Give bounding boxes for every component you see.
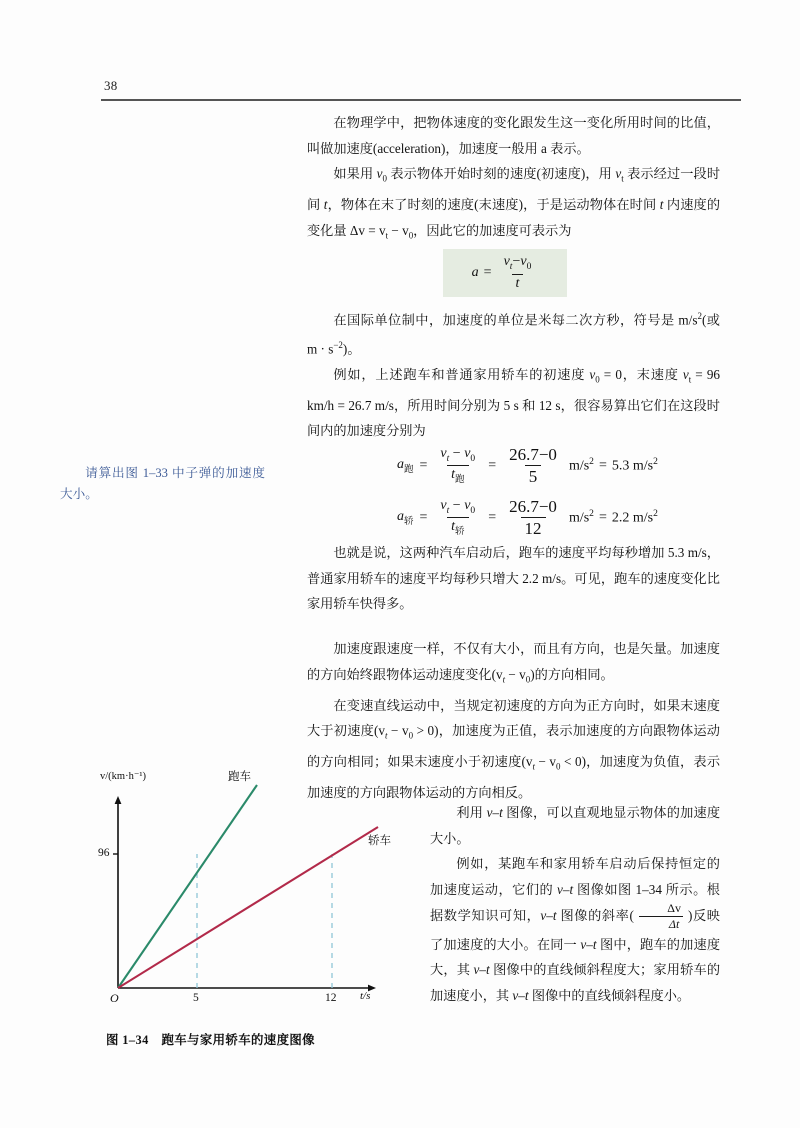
- paragraph-example-speeds: [307, 362, 720, 444]
- eq-result: 5.3 $m/s^2$: [611, 456, 658, 474]
- symbol-vt-2: v–t: [540, 907, 557, 923]
- p3-text-a: 在国际单位制中，加速度的单位是米每二次方秒，符号是 m/s: [333, 312, 698, 328]
- formula-fraction: [500, 254, 536, 291]
- symbol-v0: $v_0$: [376, 166, 387, 184]
- paragraph-comparison: 也就是说，这两种汽车启动后，跑车的速度平均每秒增加 5.3 m/s，普通家用轿车的速度平均每秒只增大 2.2 m/s。可见，跑车的速度变化比家用轿车快得多。: [307, 545, 720, 611]
- p6-sub-t: t: [502, 674, 506, 685]
- eq-a-sports: $a_跑$: [397, 456, 414, 475]
- p9-text-f: 图像中的直线倾斜程度大；家用轿车的加速度小，其: [430, 962, 721, 1003]
- p7-text-c: > 0)，加速度为正值，表示加速度的方向跟物体运动的方向相同；如果末速度小于初速度(v: [307, 723, 720, 770]
- p7-sub-t1: t: [385, 730, 388, 741]
- p7-text-d: − v: [534, 754, 557, 770]
- equation-sports-car: [397, 445, 658, 486]
- chart-x-axis-label: t/s: [360, 990, 371, 1002]
- symbol-vt-5: v–t: [512, 987, 529, 1003]
- body-paragraph-3: [307, 540, 720, 617]
- p9-text-b: 图像如图 1–34 所示。根据数学知识可知，: [430, 881, 720, 923]
- eq-fraction-symbolic: $\frac{v_t - v_0}{t_跑}$: [440, 445, 476, 485]
- p7-text-a: 在变速直线运动中，当规定初速度的方向为正方向时，如果末速度大于初速度(v: [307, 697, 720, 739]
- series-label-sports-car: 跑车: [228, 771, 251, 783]
- eq2-equals-1: =: [419, 509, 428, 525]
- paragraph-symbols: [307, 161, 720, 249]
- paragraph-vector: [307, 636, 720, 693]
- p7-text-b: − v: [387, 723, 409, 739]
- p2-text-f: − v: [388, 222, 409, 238]
- sub-0: 0: [408, 230, 414, 241]
- p9-text-c: 图像的斜率(: [556, 907, 634, 923]
- p7-sub-02: 0: [556, 761, 561, 772]
- series-line-sedan: [118, 827, 378, 988]
- p4-text-b: = 0，末速度: [599, 366, 683, 382]
- chart-origin-label: O: [110, 991, 119, 1005]
- p2-text-g: ，因此它的加速度可表示为: [413, 222, 572, 238]
- p2-text-d: ，物体在末了时刻的速度(末速度)，于是运动物体在时间: [327, 197, 660, 213]
- p9-text-a: 例如，某跑车和家用轿车启动后保持恒定的加速度运动，它们的: [430, 856, 720, 897]
- paragraph-vt-graph: [430, 800, 720, 851]
- symbol-v0-b: $v_0$: [589, 366, 600, 385]
- p3-sup: 2: [697, 311, 702, 321]
- formula-box-acceleration: [443, 249, 567, 297]
- symbol-vt-1: v–t: [557, 881, 574, 897]
- header-rule: [101, 99, 741, 101]
- p7-sub-01: 0: [408, 730, 414, 741]
- p9-text-e: 图中，跑车的加速度大，其: [430, 936, 721, 978]
- p8-text-a: 利用: [456, 805, 487, 820]
- eq-a-sedan: $a_轿$: [397, 508, 414, 527]
- p6-text-c: )的方向相同。: [530, 666, 614, 682]
- symbol-vt-4: v–t: [473, 962, 490, 978]
- eq-equals-2: =: [488, 457, 497, 473]
- eq2-unit: $m/s^2$: [568, 508, 594, 526]
- p2-text-c: 表示经过一段时间: [307, 166, 720, 213]
- equation-sedan: [397, 497, 658, 538]
- series-label-sedan: 轿车: [368, 835, 391, 847]
- slope-den: Δt: [639, 916, 684, 931]
- paragraph-slope-example: [430, 851, 720, 1008]
- sub-t: t: [385, 230, 389, 241]
- p2-text-a: 如果用: [333, 166, 377, 181]
- body-paragraph-1: [307, 110, 720, 249]
- series-line-sports-car: [118, 785, 257, 988]
- eq2-fraction-symbolic: $\frac{v_t - v_0}{t_轿}$: [440, 497, 476, 537]
- p9-text-d: )反映了加速度的大小。在同一: [430, 907, 720, 952]
- chart-svg: [100, 770, 390, 1060]
- p8-text-b: 图像，可以直观地显示物体的加速度大小。: [430, 805, 721, 846]
- eq-equals-3: =: [598, 457, 607, 473]
- chart-axes: [115, 796, 376, 991]
- p7-text-e: < 0)，加速度为负值，表示加速度的方向跟物体运动的方向相反。: [307, 754, 721, 801]
- symbol-t2: t: [659, 197, 664, 213]
- p2-text-e: 内速度的变化量 Δv = v: [307, 197, 721, 238]
- p2-text-b: 表示物体开始时刻的速度(初速度)，用: [387, 166, 616, 181]
- p9-text-g: 图像中的直线倾斜程度小。: [528, 987, 691, 1003]
- chart-x-tick-5: 5: [193, 992, 199, 1004]
- p3-text-c: )。: [342, 341, 361, 357]
- eq2-fraction-numeric: $\frac{26.7-0}{12}$: [509, 497, 557, 539]
- formula-numerator: $v_t-v_0$: [503, 254, 532, 273]
- p3-sup2: −2: [333, 339, 343, 350]
- symbol-vt: $v_t$: [615, 166, 624, 184]
- p6-sub-0: 0: [525, 674, 531, 685]
- eq-fraction-numeric: $\frac{26.7-0}{5}$: [509, 445, 557, 487]
- symbol-t: t: [323, 197, 328, 213]
- eq-equals-1: =: [419, 457, 428, 473]
- page-number: 38: [104, 78, 118, 93]
- paragraph-definition: 在物理学中，把物体速度的变化跟发生这一变化所用时间的比值，叫做加速度(acceleration)，加速度一般用 a 表示。: [307, 115, 720, 156]
- p6-text-b: − v: [505, 666, 526, 682]
- velocity-time-chart: [100, 770, 390, 1060]
- symbol-vt-graph: v–t: [486, 805, 503, 820]
- p4-text-c: = 96 km/h = 26.7 m/s，所用时间分别为 5 s 和 12 s，很容易算出它们在这段时间内的加速度分别为: [307, 366, 721, 439]
- slope-num: Δv: [667, 901, 681, 915]
- chart-y-axis-label: v/(km·h⁻¹): [100, 771, 147, 782]
- body-paragraph-5-narrow: [430, 800, 720, 1008]
- symbol-vt-b: $v_t$: [682, 366, 692, 385]
- p3-text-b: (或 m · s: [307, 312, 720, 357]
- formula-equals: =: [483, 265, 492, 280]
- p4-text-a: 例如，上述跑车和普通家用轿车的初速度: [333, 366, 590, 382]
- slope-fraction: [637, 902, 685, 932]
- p7-sub-t2: t: [532, 761, 535, 772]
- chart-caption: 图 1–34 跑车与家用轿车的速度图像: [106, 1033, 315, 1047]
- margin-note-text: 请算出图 1–33 中子弹的加速度大小。: [60, 466, 265, 501]
- margin-note: [60, 463, 265, 505]
- eq2-equals-2: =: [488, 509, 497, 525]
- eq-unit: $m/s^2$: [568, 456, 594, 474]
- chart-y-tick-96: 96: [98, 847, 110, 859]
- formula-a: a: [471, 265, 479, 280]
- chart-guides: [197, 854, 332, 988]
- chart-x-tick-12: 12: [325, 992, 337, 1004]
- paragraph-si-units: [307, 304, 720, 362]
- formula-denominator: t: [512, 274, 524, 292]
- eq2-equals-3: =: [598, 509, 607, 525]
- p6-text-a: 加速度跟速度一样，不仅有大小，而且有方向，也是矢量。加速度的方向始终跟物体运动速度变化(v: [307, 641, 720, 682]
- body-paragraph-2: [307, 304, 720, 444]
- eq2-result: 2.2 $m/s^2$: [611, 508, 658, 526]
- symbol-vt-3: v–t: [580, 936, 597, 952]
